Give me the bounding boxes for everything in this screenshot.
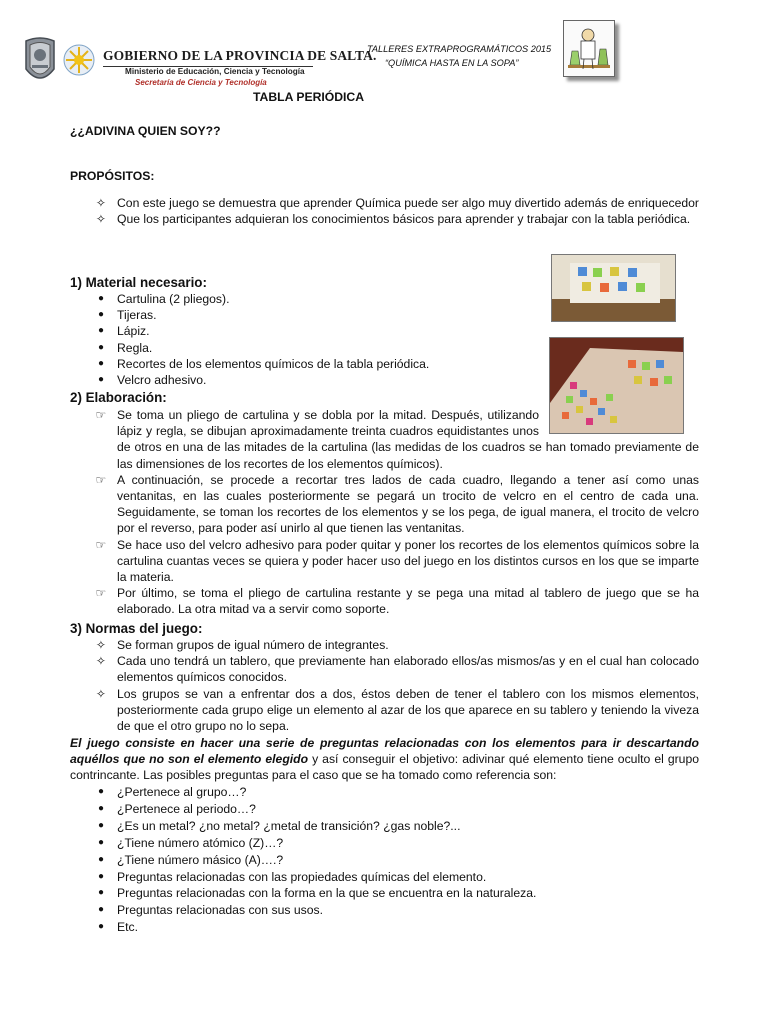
purposes-list — [95, 195, 699, 227]
bullet-icon: ● — [97, 853, 105, 865]
bullet-icon: ● — [97, 887, 105, 899]
diamond-bullet-icon: ✧ — [95, 212, 107, 227]
list-item: ● Preguntas relacionadas con sus usos. — [117, 902, 699, 919]
bullet-icon: ● — [97, 904, 105, 916]
list-item: ● Velcro adhesivo. — [117, 372, 537, 388]
list-item: ● Etc. — [117, 919, 699, 936]
pointing-hand-icon: ☞ — [95, 537, 107, 552]
list-item: ● ¿Tiene número másico (A)….? — [117, 852, 699, 869]
pointing-hand-icon: ☞ — [95, 586, 107, 601]
list-item: ● Regla. — [117, 340, 537, 356]
document-subtitle: ¿¿ADIVINA QUIEN SOY?? — [70, 124, 221, 138]
chemist-illustration — [563, 20, 615, 77]
list-item: ☞ Se toma un pliego de cartulina y se dobla por la mitad. Después, utilizando lápiz y regla, se dibujan aproximadamente treinta cuadros equidistantes unos de otros en una de las mitades de la cartulina (las medidas de los cuadros se han tomado previamente de las dimensiones de los recortes de los elementos químicos). — [117, 407, 699, 472]
list-item: ☞ A continuación, se procede a recortar tres lados de cada cuadro, llegando a tener así como unas ventanitas, en las cuales posteriormente se pegará un trocito de velcro en el centro de cada una. Seguidamente, se toman los recortes de los elementos y se los pega, de igual manera, el trocito de velcro por el reverso, para poder así unirlo al que tienen las ventanitas. — [117, 472, 699, 537]
pointing-hand-icon: ☞ — [95, 408, 107, 422]
list-item: ● Preguntas relacionadas con las propiedades químicas del elemento. — [117, 869, 699, 886]
rules-heading: 3) Normas del juego: — [70, 621, 203, 636]
list-item: ● ¿Es un metal? ¿no metal? ¿metal de transición? ¿gas noble?... — [117, 818, 699, 835]
secretariat-name: Secretaría de Ciencia y Tecnología — [135, 78, 267, 87]
bullet-icon: ● — [97, 836, 105, 848]
list-item: ● ¿Pertenece al periodo…? — [117, 801, 699, 818]
list-item: ● Tijeras. — [117, 307, 537, 323]
game-board-photo — [551, 254, 676, 322]
pointing-hand-icon: ☞ — [95, 472, 107, 487]
bullet-icon: ● — [97, 374, 105, 386]
materials-list — [97, 291, 537, 388]
list-item: ● Cartulina (2 pliegos). — [117, 291, 537, 307]
bullet-icon: ● — [97, 325, 105, 337]
bullet-icon: ● — [97, 341, 105, 353]
elaboration-list — [95, 407, 699, 618]
list-item: ✧ Los grupos se van a enfrentar dos a dos, éstos deben de tener el tablero con los mismos elementos, posteriormente cada grupo elige un elemento al azar de los que aparece en su tablero y teniendo la viveza de que el otro grupo no lo sepa. — [117, 686, 699, 735]
diamond-bullet-icon: ✧ — [95, 196, 107, 210]
questions-list — [97, 784, 699, 936]
diamond-bullet-icon: ✧ — [95, 654, 107, 669]
diamond-bullet-icon: ✧ — [95, 638, 107, 652]
bullet-icon: ● — [97, 819, 105, 831]
event-subtitle: “QUÍMICA HASTA EN LA SOPA” — [385, 58, 519, 68]
list-item: ✧ Se forman grupos de igual número de integrantes. — [117, 637, 699, 653]
ministry-name: Ministerio de Educación, Ciencia y Tecnología — [125, 67, 305, 76]
list-item: ● ¿Pertenece al grupo…? — [117, 784, 699, 801]
event-title: TALLERES EXTRAPROGRAMÁTICOS 2015 — [367, 44, 552, 54]
list-item: ✧ Que los participantes adquieran los conocimientos básicos para aprender y trabajar con la tabla periódica. — [117, 211, 699, 227]
list-item: ✧ Con este juego se demuestra que aprender Química puede ser algo muy divertido además de enriquecedor — [117, 195, 699, 211]
list-item: ✧ Cada uno tendrá un tablero, que previamente han elaborado ellos/as mismos/as y en el cual han colocado elementos químicos conocidos. — [117, 653, 699, 685]
bullet-icon: ● — [97, 921, 105, 933]
game-description: El juego consiste en hacer una serie de preguntas relacionadas con los elementos para ir descartando aquéllos que no son el elemento elegido y así conseguir el objetivo: adivinar qué elemento tiene oculto el grupo contrincante. Las posibles preguntas para el caso que se ha tomado como referencia son: — [70, 736, 700, 783]
rules-list — [95, 637, 699, 734]
list-item: ● Recortes de los elementos químicos de la tabla periódica. — [117, 356, 537, 372]
bullet-icon: ● — [97, 786, 105, 797]
list-item: ● Lápiz. — [117, 323, 537, 339]
document-title: TABLA PERIÓDICA — [253, 90, 365, 104]
purposes-heading: PROPÓSITOS: — [70, 169, 155, 183]
list-item: ● Preguntas relacionadas con la forma en la que se encuentra en la naturaleza. — [117, 885, 699, 902]
list-item: ● ¿Tiene número atómico (Z)…? — [117, 835, 699, 852]
bullet-icon: ● — [97, 293, 105, 304]
materials-heading: 1) Material necesario: — [70, 275, 207, 290]
elaboration-heading: 2) Elaboración: — [70, 390, 167, 405]
bullet-icon: ● — [97, 357, 105, 369]
gov-name: GOBIERNO DE LA PROVINCIA DE SALTA. — [103, 48, 377, 63]
sun-emblem-icon — [62, 42, 96, 78]
province-seal — [22, 35, 58, 87]
bullet-icon: ● — [97, 309, 105, 321]
diamond-bullet-icon: ✧ — [95, 686, 107, 701]
list-item: ☞ Por último, se toma el pliego de cartulina restante y se pega una mitad al tablero de juego que se ha elaborado. La otra mitad va a servir como soporte. — [117, 585, 699, 617]
bullet-icon: ● — [97, 870, 105, 882]
bullet-icon: ● — [97, 802, 105, 814]
list-item: ☞ Se hace uso del velcro adhesivo para poder quitar y poner los recortes de los elementos químicos sobre la cartulina cuantas veces se quiera y poder hacer uso del juego en los distintos cursos en los que se imparte la materia. — [117, 537, 699, 586]
